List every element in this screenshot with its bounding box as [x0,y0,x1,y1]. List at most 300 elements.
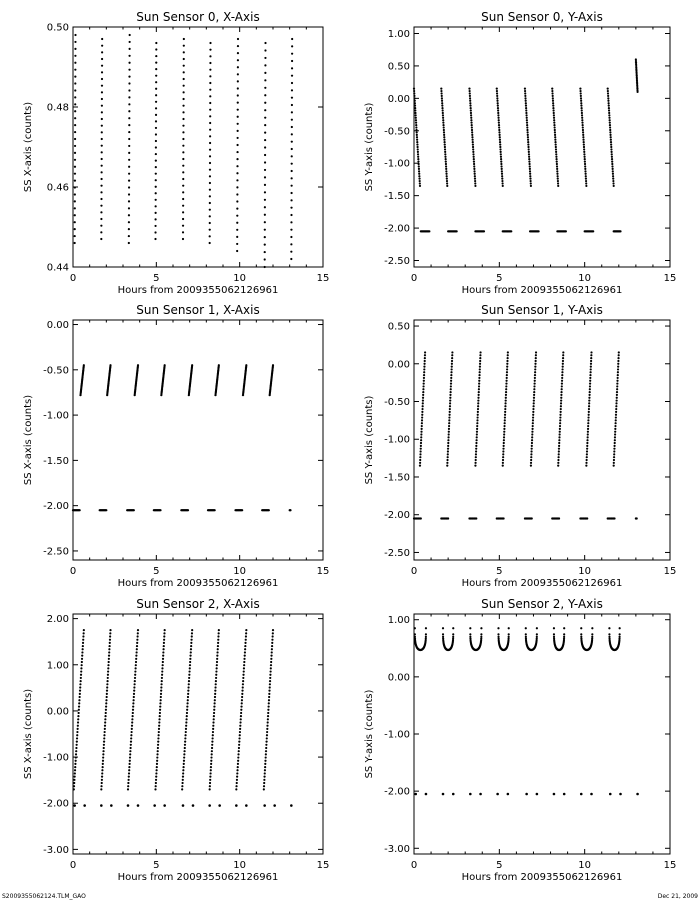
data-point [264,139,266,141]
data-point [618,638,620,640]
data-point [268,509,270,511]
data-point [504,419,506,421]
data-point [264,154,266,156]
plot-frame [414,614,670,854]
data-point [420,439,422,441]
y-tick-label: 0.00 [387,93,410,105]
data-point [584,163,586,165]
data-point [162,648,164,650]
data-point [553,793,556,796]
data-point [450,377,452,379]
data-point [268,696,270,698]
data-point [162,651,164,653]
data-point [155,88,157,90]
data-point [416,146,418,148]
data-point [506,368,508,370]
data-point [421,408,423,410]
data-point [557,178,559,180]
data-point [499,146,501,148]
data-point [527,131,529,133]
data-point [536,793,539,796]
data-point [264,772,266,774]
data-point [100,178,102,180]
data-point [291,141,293,143]
data-point [611,153,613,155]
data-point [160,683,162,685]
data-point [504,402,506,404]
data-point [532,425,534,427]
data-point [532,419,534,421]
data-point [615,419,617,421]
data-point [607,88,609,90]
data-point [423,366,425,368]
data-point [582,139,584,141]
data-point [77,718,79,720]
data-point [528,151,530,153]
data-point [413,92,415,94]
data-point [450,371,452,373]
data-point [291,185,293,187]
data-point [534,382,536,384]
data-point [583,153,585,155]
data-point [74,76,76,78]
data-point [613,445,615,447]
data-point [441,105,443,107]
data-point [129,34,131,36]
data-point [271,639,273,641]
data-point [452,633,454,635]
data-point [185,728,187,730]
data-point [215,674,217,676]
data-point [552,95,554,97]
data-point [590,354,592,356]
data-point [264,769,266,771]
data-point [154,225,156,227]
series-0 [419,351,620,466]
data-point [131,721,133,723]
data-point [210,760,212,762]
data-point [209,182,211,184]
data-point [469,90,471,92]
data-point [607,92,609,94]
data-point [209,175,211,177]
data-point [447,456,449,458]
data-point [191,629,193,631]
data-point [156,763,158,765]
data-point [135,661,137,663]
data-point [163,804,166,807]
data-point [107,667,109,669]
data-point [608,627,610,629]
data-point [155,776,157,778]
data-point [612,168,614,170]
y-axis-label: SS Y-axis (counts) [364,689,375,779]
data-point [215,670,217,672]
data-point [556,168,558,170]
data-point [556,170,558,172]
data-point [450,388,452,390]
data-point [476,433,478,435]
data-point [211,750,213,752]
data-point [500,160,502,162]
data-point [155,186,157,188]
data-point [161,667,163,669]
data-point [264,266,266,268]
data-point [612,180,614,182]
data-point [129,763,131,765]
data-point [498,124,500,126]
data-point [419,185,421,187]
data-point [560,399,562,401]
data-point [525,633,527,635]
data-point [100,804,103,807]
series-1 [73,804,292,807]
data-point [527,136,529,138]
data-point [474,462,476,464]
chart-panel-5 [364,597,676,883]
data-point [104,728,106,730]
data-point [504,422,506,424]
data-point [448,431,450,433]
data-point [82,642,84,644]
data-point [534,380,536,382]
data-point [103,747,105,749]
data-point [559,431,561,433]
data-point [214,509,216,511]
data-point [479,351,481,353]
data-point [136,642,138,644]
data-point [160,693,162,695]
data-point [470,114,472,116]
data-point [531,517,533,519]
data-point [106,696,108,698]
data-point [182,98,184,100]
data-point [528,158,530,160]
data-point [636,793,639,796]
data-point [419,459,421,461]
data-point [239,728,241,730]
data-point [210,756,212,758]
data-point [238,741,240,743]
data-point [264,214,266,216]
x-tick-label: 10 [233,860,247,871]
data-point [472,153,474,155]
data-point [137,632,139,634]
data-point [556,173,558,175]
x-tick-label: 5 [153,273,160,284]
data-point [424,351,426,353]
data-point [525,793,528,796]
data-point [424,354,426,356]
data-point [446,180,448,182]
data-point [209,229,211,231]
data-point [158,731,160,733]
data-point [237,80,239,82]
data-point [213,715,215,717]
data-point [585,175,587,177]
data-point [128,242,130,244]
chart-title: Sun Sensor 2, Y-Axis [481,597,603,611]
data-point [417,148,419,150]
data-point [526,119,528,121]
data-point [80,674,82,676]
data-point [135,664,137,666]
data-point [496,92,498,94]
data-point [581,112,583,114]
data-point [133,686,135,688]
data-point [156,756,158,758]
data-point [588,402,590,404]
data-point [414,105,416,107]
data-point [137,364,139,366]
data-point [190,645,192,647]
data-point [189,667,191,669]
data-point [449,408,451,410]
data-point [107,674,109,676]
data-point [214,699,216,701]
data-point [530,459,532,461]
data-point [217,639,219,641]
data-point [534,368,536,370]
data-point [531,428,533,430]
data-point [108,661,110,663]
data-point [162,664,164,666]
data-point [264,169,266,171]
data-point [617,377,619,379]
data-point [266,734,268,736]
data-point [211,744,213,746]
data-point [531,433,533,435]
data-point [619,793,622,796]
y-tick-label: 0.50 [46,22,69,34]
data-point [425,627,427,629]
data-point [536,638,538,640]
data-point [155,153,157,155]
data-point [236,200,238,202]
data-point [424,360,426,362]
data-point [475,453,477,455]
data-point [74,776,76,778]
data-point [181,785,183,787]
data-point [420,448,422,450]
data-point [440,90,442,92]
data-point [263,776,265,778]
data-point [209,102,211,104]
data-point [616,397,618,399]
data-point [163,642,165,644]
y-tick-label: 0.50 [387,321,410,333]
data-point [264,57,266,59]
data-point [607,97,609,99]
data-point [610,136,612,138]
data-point [235,804,238,807]
data-point [105,709,107,711]
data-point [557,465,559,467]
data-point [450,391,452,393]
data-point [108,655,110,657]
data-point [209,55,211,57]
data-point [609,126,611,128]
data-point [109,629,111,631]
data-point [524,97,526,99]
data-point [553,117,555,119]
data-point [552,109,554,111]
data-point [128,76,130,78]
data-point [270,658,272,660]
data-point [155,133,157,135]
data-point [418,170,420,172]
x-axis-label: Hours from 2009355062126961 [117,578,279,589]
data-point [237,763,239,765]
data-point [613,517,615,519]
data-point [420,436,422,438]
data-point [525,100,527,102]
data-point [584,170,586,172]
chart-panel-4 [23,597,329,883]
data-point [608,109,610,111]
data-point [580,102,582,104]
data-point [153,804,156,807]
data-point [443,141,445,143]
data-point [479,357,481,359]
data-point [553,114,555,116]
data-point [75,747,77,749]
data-point [469,793,472,796]
data-point [74,96,76,98]
data-point [553,112,555,114]
data-point [155,48,157,50]
data-point [128,103,130,105]
plot-frame [73,614,323,854]
data-point [473,170,475,172]
series-1 [413,517,638,519]
data-point [536,633,538,635]
data-point [209,95,211,97]
data-point [156,760,158,762]
data-point [582,124,584,126]
data-point [104,725,106,727]
data-point [209,142,211,144]
data-point [587,422,589,424]
data-point [270,661,272,663]
data-point [479,360,481,362]
y-tick-label: 0.00 [46,320,69,332]
data-point [101,38,103,40]
data-point [417,160,419,162]
x-tick-label: 10 [233,566,247,577]
data-point [157,744,159,746]
data-point [470,117,472,119]
x-tick-label: 0 [69,860,77,871]
data-point [413,90,415,92]
data-point [155,75,157,77]
data-point [584,165,586,167]
data-point [154,231,156,233]
data-point [264,49,266,51]
data-point [587,428,589,430]
data-point [105,699,107,701]
data-point [614,425,616,427]
data-point [266,731,268,733]
data-point [128,89,130,91]
data-point [105,509,107,511]
y-tick-label: 0.48 [46,102,69,114]
data-point [415,122,417,124]
data-point [582,129,584,131]
data-point [101,165,103,167]
data-point [415,114,417,116]
data-point [209,155,211,157]
data-point [584,168,586,170]
data-point [263,779,265,781]
data-point [290,207,292,209]
data-point [615,408,617,410]
data-point [128,69,130,71]
data-point [268,702,270,704]
data-point [507,351,509,353]
data-point [551,90,553,92]
data-point [555,143,557,145]
data-point [562,363,564,365]
data-point [211,747,213,749]
data-point [442,122,444,124]
x-tick-label: 5 [153,860,160,871]
data-point [271,648,273,650]
data-point [243,664,245,666]
data-point [579,88,581,90]
data-point [131,728,133,730]
data-point [270,670,272,672]
data-point [483,230,485,232]
data-point [422,394,424,396]
data-point [291,104,293,106]
data-point [215,677,217,679]
data-point [475,459,477,461]
data-point [469,95,471,97]
data-point [75,753,77,755]
data-point [414,112,416,114]
y-tick-label: -2.00 [384,223,410,235]
data-point [562,360,564,362]
data-point [452,638,454,640]
data-point [478,382,480,384]
data-point [563,633,565,635]
data-point [477,402,479,404]
data-point [155,772,157,774]
data-point [533,399,535,401]
data-point [479,793,482,796]
data-point [100,218,102,220]
data-point [159,509,161,511]
data-point [501,178,503,180]
data-point [418,178,420,180]
data-point [128,138,130,140]
data-point [183,750,185,752]
data-point [183,58,185,60]
data-point [182,151,184,153]
data-point [558,448,560,450]
data-point [529,170,531,172]
data-point [212,725,214,727]
data-point [190,639,192,641]
data-point [238,737,240,739]
series-1 [72,509,292,511]
data-point [266,737,268,739]
data-point [447,517,449,519]
data-point [264,87,266,89]
data-point [237,756,239,758]
data-point [583,148,585,150]
